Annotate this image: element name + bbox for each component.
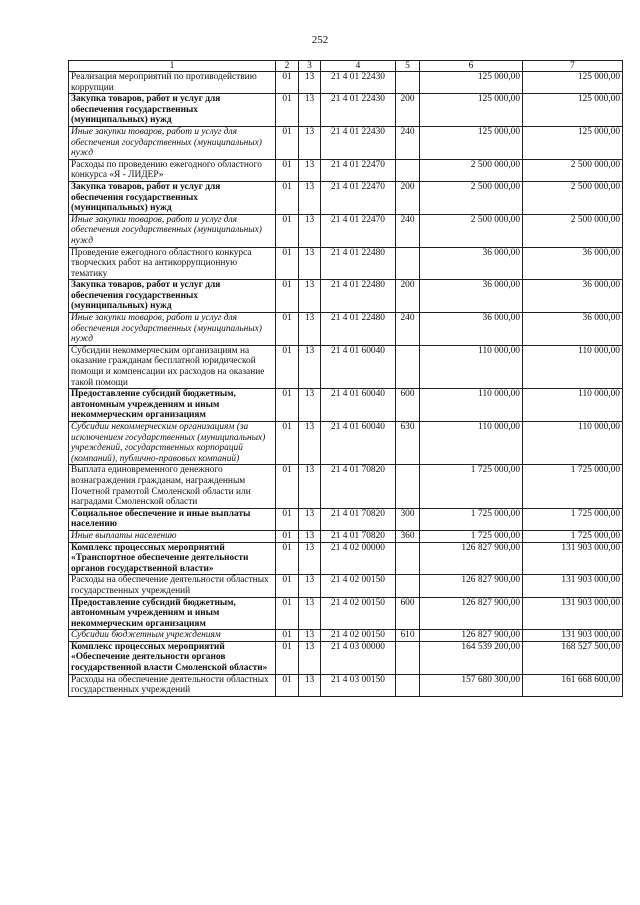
subsection-code-cell: 13 bbox=[299, 159, 321, 181]
expense-type-cell bbox=[396, 542, 420, 575]
table-row bbox=[69, 465, 623, 508]
amount-year-1-cell: 126 827 900,00 bbox=[420, 630, 523, 642]
table-row bbox=[69, 508, 623, 530]
amount-year-1-cell: 1 725 000,00 bbox=[420, 530, 523, 542]
target-article-cell: 21 4 01 22480 bbox=[321, 313, 396, 346]
amount-year-1-cell: 1 725 000,00 bbox=[420, 465, 523, 508]
expense-type-cell bbox=[396, 575, 420, 597]
row-name-cell: Субсидии некоммерческим организациям на оказание гражданам бесплатной юридической помощи и компенсации их расходов на оказание такой помощи bbox=[69, 345, 276, 388]
amount-year-1-cell: 2 500 000,00 bbox=[420, 181, 523, 214]
column-header: 5 bbox=[396, 61, 420, 72]
expense-type-cell bbox=[396, 247, 420, 280]
target-article-cell: 21 4 01 70820 bbox=[321, 465, 396, 508]
section-code-cell: 01 bbox=[276, 72, 299, 94]
expense-type-cell: 240 bbox=[396, 126, 420, 159]
amount-year-2-cell: 2 500 000,00 bbox=[523, 181, 623, 214]
section-code-cell: 01 bbox=[276, 181, 299, 214]
row-name-cell: Выплата единовременного денежного вознаграждения гражданам, награжденным Почетной грамотой Смоленской области или наградами Смоленской области bbox=[69, 465, 276, 508]
amount-year-1-cell: 2 500 000,00 bbox=[420, 159, 523, 181]
section-code-cell: 01 bbox=[276, 630, 299, 642]
section-code-cell: 01 bbox=[276, 530, 299, 542]
section-code-cell: 01 bbox=[276, 159, 299, 181]
section-code-cell: 01 bbox=[276, 641, 299, 674]
subsection-code-cell: 13 bbox=[299, 345, 321, 388]
row-name-cell: Предоставление субсидий бюджетным, автономным учреждениям и иным некоммерческим организациям bbox=[69, 597, 276, 630]
target-article-cell: 21 4 02 00150 bbox=[321, 575, 396, 597]
amount-year-2-cell: 131 903 000,00 bbox=[523, 630, 623, 642]
subsection-code-cell: 13 bbox=[299, 508, 321, 530]
row-name-cell: Расходы по проведению ежегодного областного конкурса «Я - ЛИДЕР» bbox=[69, 159, 276, 181]
amount-year-2-cell: 1 725 000,00 bbox=[523, 530, 623, 542]
amount-year-1-cell: 1 725 000,00 bbox=[420, 508, 523, 530]
column-header: 6 bbox=[420, 61, 523, 72]
table-row bbox=[69, 214, 623, 247]
budget-table bbox=[68, 60, 623, 697]
row-name-cell: Предоставление субсидий бюджетным, автономным учреждениям и иным некоммерческим организациям bbox=[69, 389, 276, 422]
amount-year-2-cell: 131 903 000,00 bbox=[523, 575, 623, 597]
table-row bbox=[69, 159, 623, 181]
amount-year-1-cell: 36 000,00 bbox=[420, 247, 523, 280]
row-name-cell: Закупка товаров, работ и услуг для обеспечения государственных (муниципальных) нужд bbox=[69, 94, 276, 127]
table-row bbox=[69, 674, 623, 696]
section-code-cell: 01 bbox=[276, 674, 299, 696]
table-row bbox=[69, 530, 623, 542]
expense-type-cell: 360 bbox=[396, 530, 420, 542]
subsection-code-cell: 13 bbox=[299, 422, 321, 465]
table-row bbox=[69, 597, 623, 630]
subsection-code-cell: 13 bbox=[299, 126, 321, 159]
row-name-cell: Закупка товаров, работ и услуг для обеспечения государственных (муниципальных) нужд bbox=[69, 280, 276, 313]
row-name-cell: Социальное обеспечение и иные выплаты населению bbox=[69, 508, 276, 530]
amount-year-2-cell: 125 000,00 bbox=[523, 94, 623, 127]
subsection-code-cell: 13 bbox=[299, 94, 321, 127]
section-code-cell: 01 bbox=[276, 94, 299, 127]
row-name-cell: Закупка товаров, работ и услуг для обеспечения государственных (муниципальных) нужд bbox=[69, 181, 276, 214]
target-article-cell: 21 4 02 00150 bbox=[321, 597, 396, 630]
subsection-code-cell: 13 bbox=[299, 280, 321, 313]
target-article-cell: 21 4 01 70820 bbox=[321, 508, 396, 530]
subsection-code-cell: 13 bbox=[299, 72, 321, 94]
expense-type-cell: 630 bbox=[396, 422, 420, 465]
table-row bbox=[69, 247, 623, 280]
amount-year-1-cell: 110 000,00 bbox=[420, 345, 523, 388]
subsection-code-cell: 13 bbox=[299, 597, 321, 630]
amount-year-1-cell: 126 827 900,00 bbox=[420, 597, 523, 630]
section-code-cell: 01 bbox=[276, 280, 299, 313]
expense-type-cell bbox=[396, 641, 420, 674]
target-article-cell: 21 4 01 60040 bbox=[321, 422, 396, 465]
target-article-cell: 21 4 01 22470 bbox=[321, 214, 396, 247]
amount-year-2-cell: 125 000,00 bbox=[523, 126, 623, 159]
table-row bbox=[69, 181, 623, 214]
expense-type-cell bbox=[396, 72, 420, 94]
table-row bbox=[69, 94, 623, 127]
target-article-cell: 21 4 01 22430 bbox=[321, 72, 396, 94]
section-code-cell: 01 bbox=[276, 313, 299, 346]
subsection-code-cell: 13 bbox=[299, 575, 321, 597]
table-row bbox=[69, 72, 623, 94]
target-article-cell: 21 4 02 00000 bbox=[321, 542, 396, 575]
expense-type-cell: 240 bbox=[396, 214, 420, 247]
target-article-cell: 21 4 03 00150 bbox=[321, 674, 396, 696]
table-row bbox=[69, 575, 623, 597]
amount-year-2-cell: 110 000,00 bbox=[523, 345, 623, 388]
subsection-code-cell: 13 bbox=[299, 530, 321, 542]
amount-year-2-cell: 131 903 000,00 bbox=[523, 542, 623, 575]
amount-year-1-cell: 36 000,00 bbox=[420, 280, 523, 313]
row-name-cell: Иные закупки товаров, работ и услуг для обеспечения государственных (муниципальных) нужд bbox=[69, 313, 276, 346]
section-code-cell: 01 bbox=[276, 465, 299, 508]
target-article-cell: 21 4 01 60040 bbox=[321, 345, 396, 388]
table-row bbox=[69, 345, 623, 388]
subsection-code-cell: 13 bbox=[299, 247, 321, 280]
amount-year-1-cell: 125 000,00 bbox=[420, 94, 523, 127]
subsection-code-cell: 13 bbox=[299, 389, 321, 422]
amount-year-2-cell: 36 000,00 bbox=[523, 313, 623, 346]
section-code-cell: 01 bbox=[276, 575, 299, 597]
target-article-cell: 21 4 01 22430 bbox=[321, 126, 396, 159]
expense-type-cell bbox=[396, 465, 420, 508]
amount-year-2-cell: 2 500 000,00 bbox=[523, 214, 623, 247]
row-name-cell: Комплекс процессных мероприятий «Транспортное обеспечение деятельности органов государственной власти» bbox=[69, 542, 276, 575]
subsection-code-cell: 13 bbox=[299, 630, 321, 642]
expense-type-cell bbox=[396, 674, 420, 696]
amount-year-2-cell: 36 000,00 bbox=[523, 247, 623, 280]
row-name-cell: Комплекс процессных мероприятий «Обеспечение деятельности органов государственной власти Смоленской области» bbox=[69, 641, 276, 674]
table-row bbox=[69, 542, 623, 575]
expense-type-cell: 200 bbox=[396, 280, 420, 313]
target-article-cell: 21 4 01 22470 bbox=[321, 181, 396, 214]
column-header: 2 bbox=[276, 61, 299, 72]
row-name-cell: Расходы на обеспечение деятельности областных государственных учреждений bbox=[69, 575, 276, 597]
row-name-cell: Проведение ежегодного областного конкурса творческих работ на антикоррупционную тематику bbox=[69, 247, 276, 280]
section-code-cell: 01 bbox=[276, 214, 299, 247]
subsection-code-cell: 13 bbox=[299, 181, 321, 214]
section-code-cell: 01 bbox=[276, 345, 299, 388]
amount-year-1-cell: 157 680 300,00 bbox=[420, 674, 523, 696]
row-name-cell: Иные выплаты населению bbox=[69, 530, 276, 542]
target-article-cell: 21 4 01 60040 bbox=[321, 389, 396, 422]
row-name-cell: Иные закупки товаров, работ и услуг для обеспечения государственных (муниципальных) нужд bbox=[69, 126, 276, 159]
subsection-code-cell: 13 bbox=[299, 542, 321, 575]
section-code-cell: 01 bbox=[276, 508, 299, 530]
amount-year-2-cell: 125 000,00 bbox=[523, 72, 623, 94]
amount-year-1-cell: 126 827 900,00 bbox=[420, 542, 523, 575]
amount-year-1-cell: 125 000,00 bbox=[420, 126, 523, 159]
target-article-cell: 21 4 01 22480 bbox=[321, 280, 396, 313]
expense-type-cell: 300 bbox=[396, 508, 420, 530]
expense-type-cell bbox=[396, 345, 420, 388]
amount-year-2-cell: 168 527 500,00 bbox=[523, 641, 623, 674]
row-name-cell: Субсидии некоммерческим организациям (за исключением государственных (муниципальных) учреждений, государственных корпораций (компаний), публично-правовых компаний) bbox=[69, 422, 276, 465]
amount-year-2-cell: 1 725 000,00 bbox=[523, 508, 623, 530]
page-number: 252 bbox=[311, 34, 329, 46]
table-row bbox=[69, 313, 623, 346]
expense-type-cell: 240 bbox=[396, 313, 420, 346]
column-header: 4 bbox=[321, 61, 396, 72]
amount-year-1-cell: 36 000,00 bbox=[420, 313, 523, 346]
amount-year-1-cell: 125 000,00 bbox=[420, 72, 523, 94]
section-code-cell: 01 bbox=[276, 597, 299, 630]
column-header: 1 bbox=[69, 61, 276, 72]
subsection-code-cell: 13 bbox=[299, 641, 321, 674]
amount-year-2-cell: 161 668 600,00 bbox=[523, 674, 623, 696]
target-article-cell: 21 4 01 22480 bbox=[321, 247, 396, 280]
amount-year-1-cell: 2 500 000,00 bbox=[420, 214, 523, 247]
amount-year-2-cell: 131 903 000,00 bbox=[523, 597, 623, 630]
section-code-cell: 01 bbox=[276, 126, 299, 159]
subsection-code-cell: 13 bbox=[299, 465, 321, 508]
target-article-cell: 21 4 01 22470 bbox=[321, 159, 396, 181]
expense-type-cell bbox=[396, 159, 420, 181]
expense-type-cell: 610 bbox=[396, 630, 420, 642]
table-row bbox=[69, 126, 623, 159]
amount-year-1-cell: 110 000,00 bbox=[420, 422, 523, 465]
table-row bbox=[69, 630, 623, 642]
table-row bbox=[69, 641, 623, 674]
column-header: 7 bbox=[523, 61, 623, 72]
amount-year-2-cell: 1 725 000,00 bbox=[523, 465, 623, 508]
amount-year-2-cell: 110 000,00 bbox=[523, 389, 623, 422]
target-article-cell: 21 4 03 00000 bbox=[321, 641, 396, 674]
section-code-cell: 01 bbox=[276, 542, 299, 575]
row-name-cell: Иные закупки товаров, работ и услуг для обеспечения государственных (муниципальных) нужд bbox=[69, 214, 276, 247]
target-article-cell: 21 4 02 00150 bbox=[321, 630, 396, 642]
amount-year-2-cell: 110 000,00 bbox=[523, 422, 623, 465]
amount-year-1-cell: 164 539 200,00 bbox=[420, 641, 523, 674]
column-header: 3 bbox=[299, 61, 321, 72]
amount-year-1-cell: 110 000,00 bbox=[420, 389, 523, 422]
row-name-cell: Субсидии бюджетным учреждениям bbox=[69, 630, 276, 642]
subsection-code-cell: 13 bbox=[299, 313, 321, 346]
row-name-cell: Реализация мероприятий по противодействию коррупции bbox=[69, 72, 276, 94]
row-name-cell: Расходы на обеспечение деятельности областных государственных учреждений bbox=[69, 674, 276, 696]
table-row bbox=[69, 280, 623, 313]
amount-year-2-cell: 36 000,00 bbox=[523, 280, 623, 313]
section-code-cell: 01 bbox=[276, 247, 299, 280]
target-article-cell: 21 4 01 70820 bbox=[321, 530, 396, 542]
expense-type-cell: 600 bbox=[396, 597, 420, 630]
table-row bbox=[69, 422, 623, 465]
column-number-header bbox=[69, 61, 623, 72]
expense-type-cell: 200 bbox=[396, 94, 420, 127]
section-code-cell: 01 bbox=[276, 389, 299, 422]
table-row bbox=[69, 389, 623, 422]
section-code-cell: 01 bbox=[276, 422, 299, 465]
expense-type-cell: 200 bbox=[396, 181, 420, 214]
expense-type-cell: 600 bbox=[396, 389, 420, 422]
subsection-code-cell: 13 bbox=[299, 674, 321, 696]
subsection-code-cell: 13 bbox=[299, 214, 321, 247]
amount-year-2-cell: 2 500 000,00 bbox=[523, 159, 623, 181]
target-article-cell: 21 4 01 22430 bbox=[321, 94, 396, 127]
amount-year-1-cell: 126 827 900,00 bbox=[420, 575, 523, 597]
